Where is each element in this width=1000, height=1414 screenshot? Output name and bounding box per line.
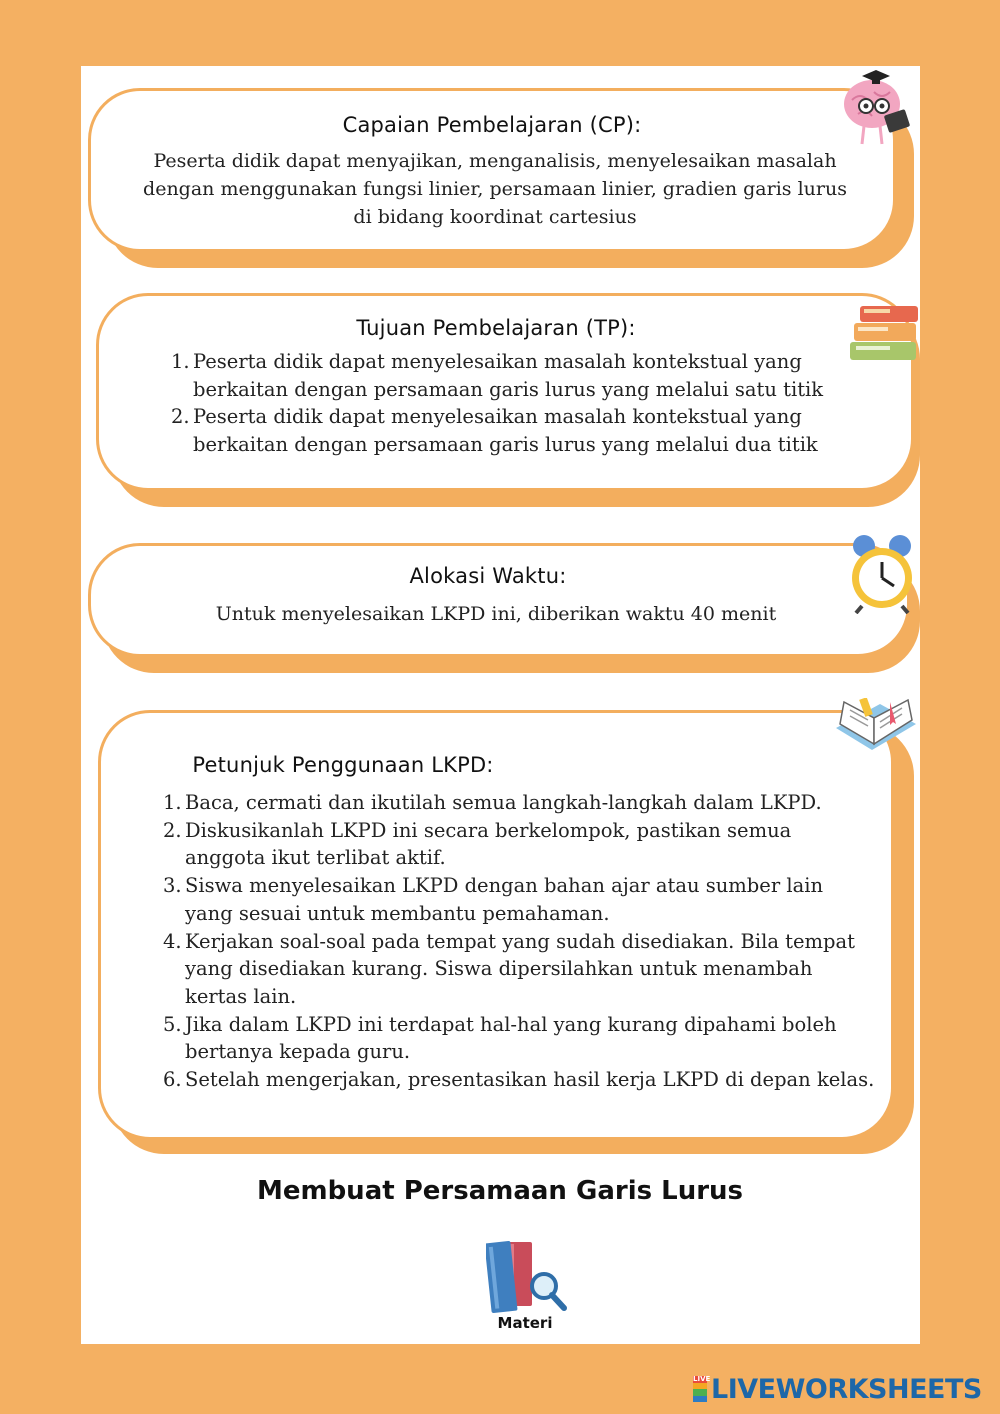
logo-text: LIVEWORKSHEETS	[711, 1373, 982, 1405]
worksheet-title: Membuat Persamaan Garis Lurus	[256, 1176, 744, 1206]
list-item: 4. Kerjakan soal-soal pada tempat yang sudah disediakan. Bila tempat yang disediakan kurang. Siswa dipersilahkan untuk menambah kertas lain.	[163, 929, 855, 1008]
waktu-card-box	[88, 543, 910, 657]
books-search-icon	[486, 1236, 568, 1316]
list-item: 1. Peserta didik dapat menyelesaikan masalah kontekstual yang berkaitan dengan persamaan garis lurus yang melalui satu titik	[171, 350, 824, 401]
tp-list	[171, 348, 851, 459]
cp-heading: Capaian Pembelajaran (CP):	[342, 113, 642, 137]
petunjuk-card-box	[98, 710, 894, 1140]
list-item: 1. Baca, cermati dan ikutilah semua langkah-langkah dalam LKPD.	[163, 791, 822, 814]
open-book-icon	[832, 698, 920, 768]
brain-mascot-icon	[834, 70, 916, 152]
liveworksheets-logo[interactable]	[693, 1374, 982, 1404]
petunjuk-heading: Petunjuk Penggunaan LKPD:	[192, 753, 494, 777]
cp-text: Peserta didik dapat menyajikan, menganalisis, menyelesaikan masalah dengan menggunakan fungsi linier, persamaan linier, gradien garis lurus di bidang koordinat cartesius	[143, 150, 847, 228]
waktu-text: Untuk menyelesaikan LKPD ini, diberikan waktu 40 menit	[215, 603, 777, 625]
logo-badge-icon: LIVE	[693, 1376, 707, 1402]
list-item: 2. Diskusikanlah LKPD ini secara berkelompok, pastikan semua anggota ikut terlibat aktif.	[163, 818, 792, 870]
list-item: 2. Peserta didik dapat menyelesaikan masalah kontekstual yang berkaitan dengan persamaan garis lurus yang melalui dua titik	[171, 405, 818, 457]
materi-label: Materi	[497, 1314, 553, 1332]
list-item: 6. Setelah mengerjakan, presentasikan hasil kerja LKPD di depan kelas.	[163, 1068, 875, 1092]
waktu-heading: Alokasi Waktu:	[409, 564, 567, 588]
list-item: 5. Jika dalam LKPD ini terdapat hal-hal yang kurang dipahami boleh bertanya kepada guru.	[163, 1012, 837, 1064]
cp-card-box	[88, 88, 896, 252]
alarm-clock-icon	[846, 530, 920, 614]
list-item: 3. Siswa menyelesaikan LKPD dengan bahan ajar atau sumber lain yang sesuai untuk membantu pemahaman.	[163, 874, 823, 925]
books-stack-icon	[850, 300, 920, 368]
tp-card-box	[96, 293, 914, 491]
petunjuk-list	[163, 789, 875, 1094]
materi-button[interactable]	[482, 1236, 568, 1336]
tp-heading: Tujuan Pembelajaran (TP):	[356, 316, 636, 340]
